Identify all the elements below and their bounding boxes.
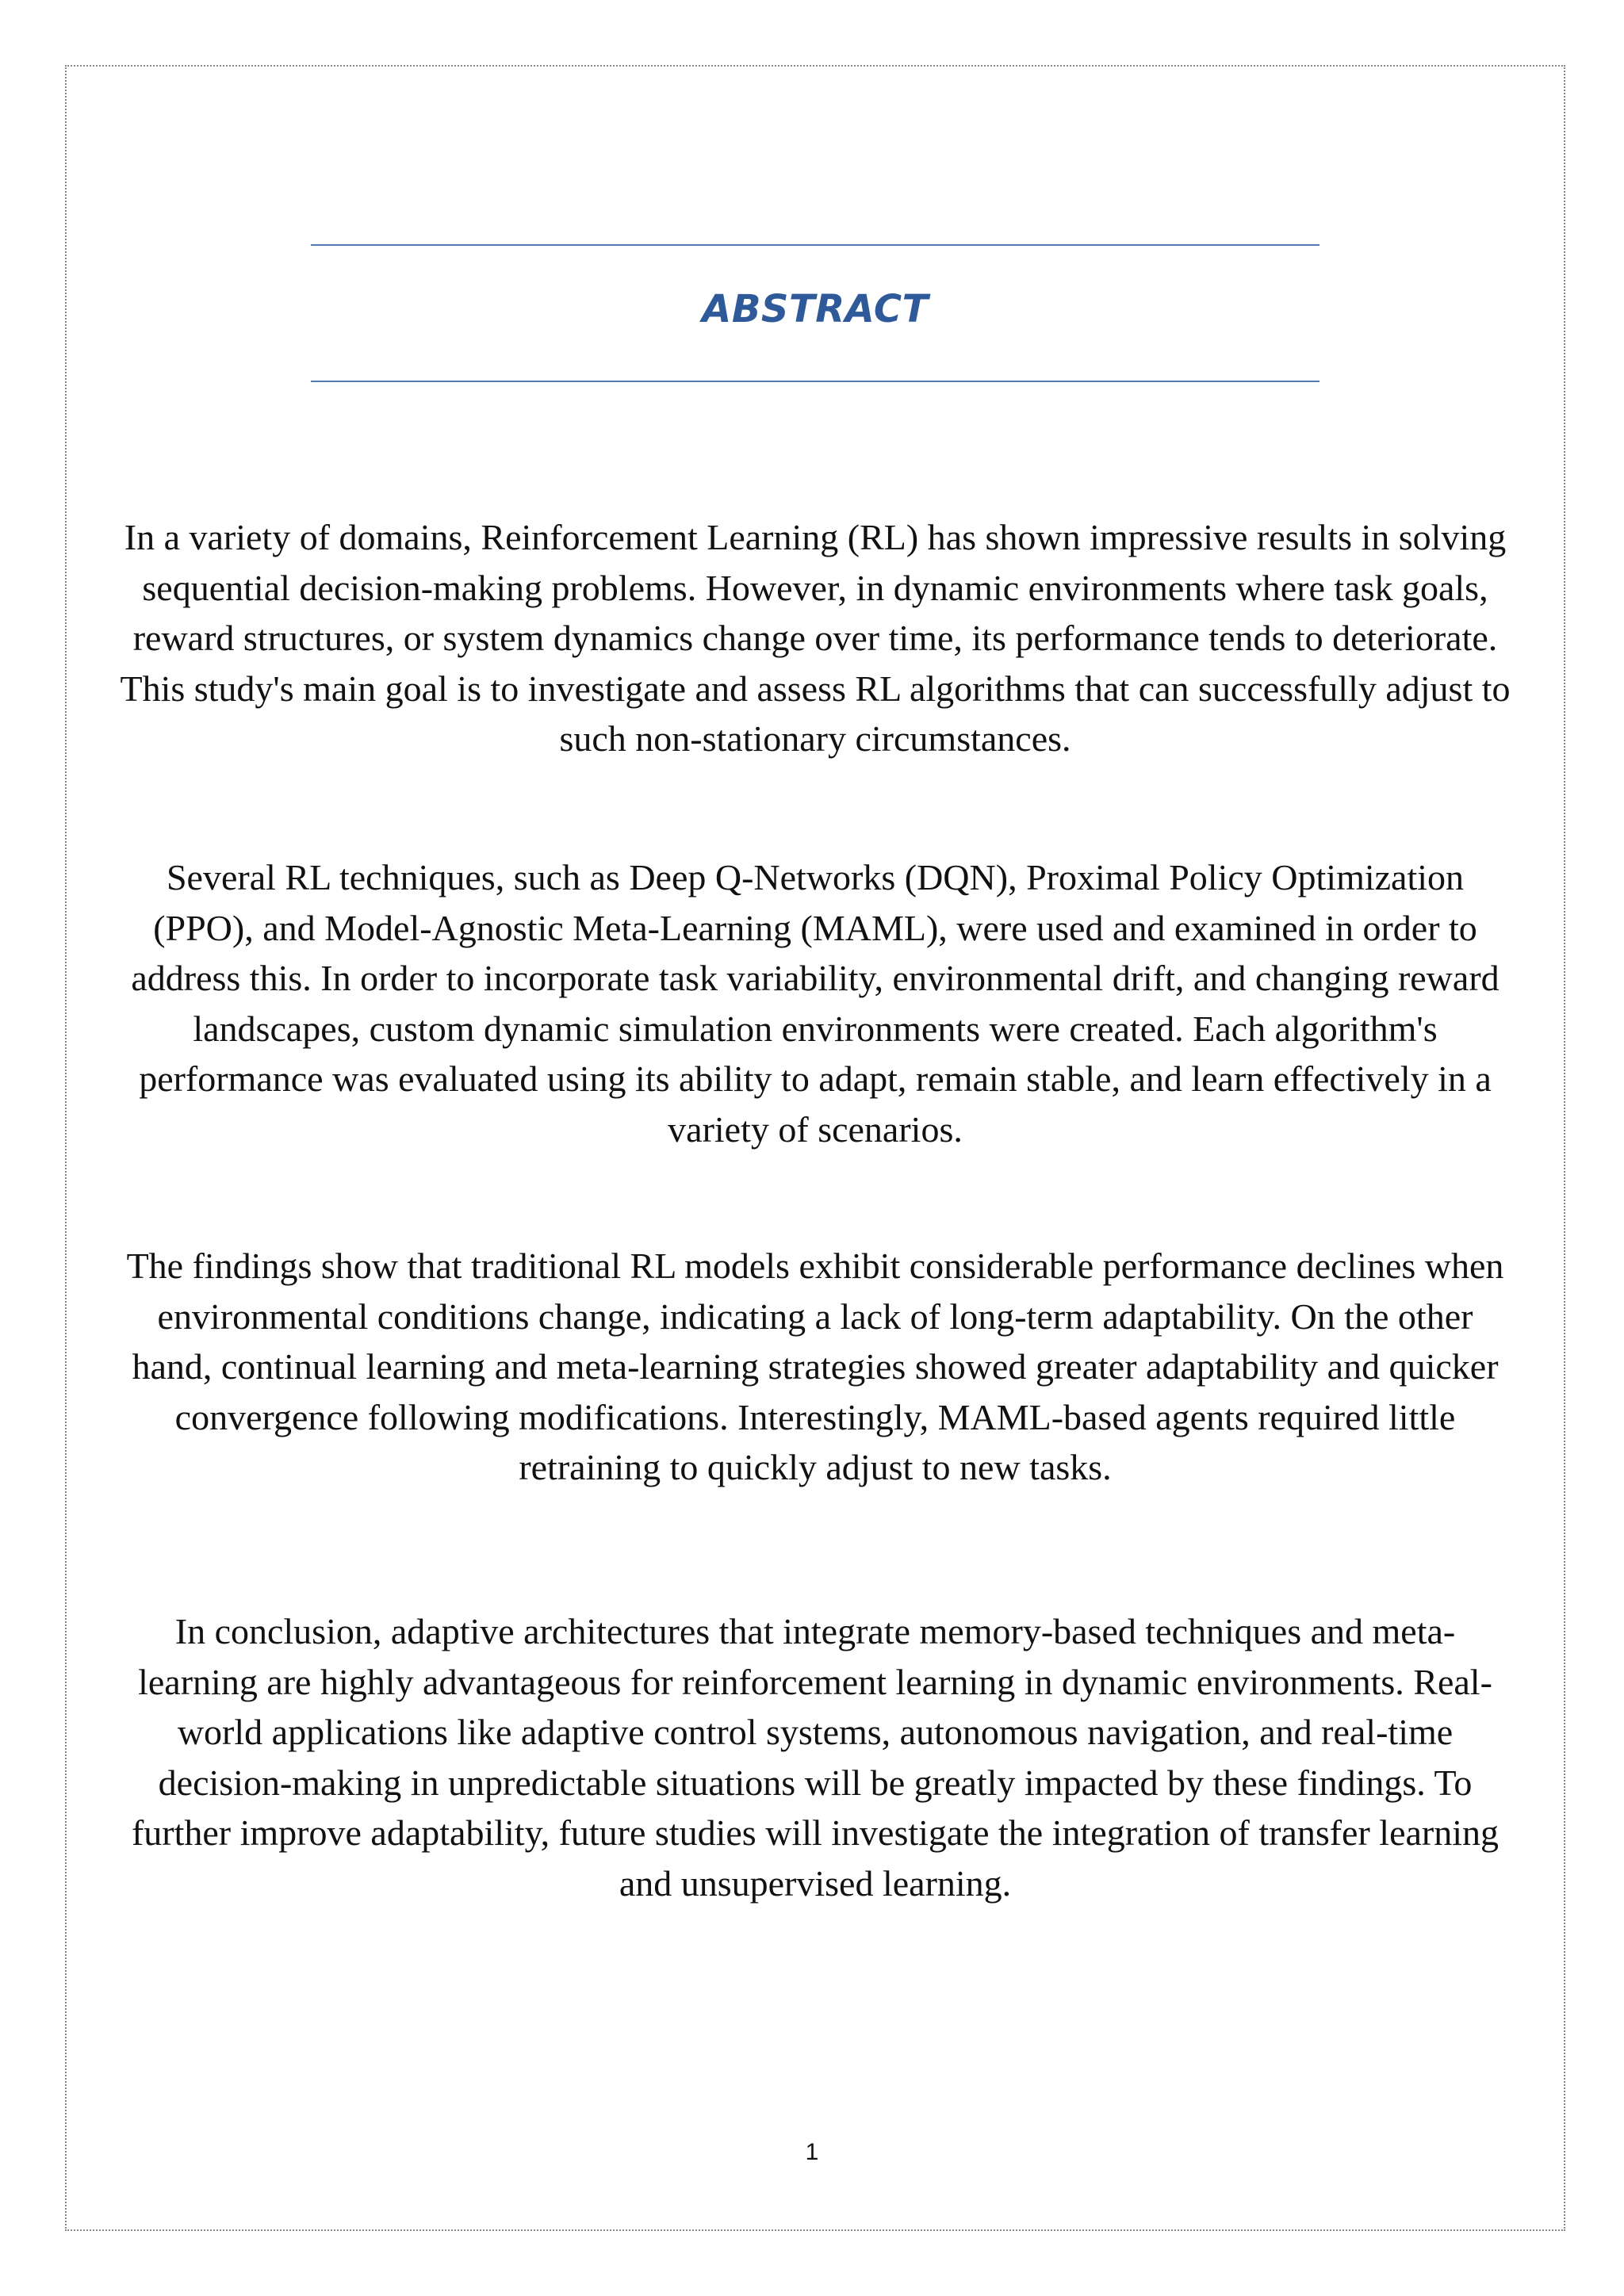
- abstract-paragraph-2: Several RL techniques, such as Deep Q-Networks (DQN), Proximal Policy Optimization (PPO), and Model-Agnostic Meta-Learning (MAML), were used and examined in order to address this. In order to incorporate task variability, environmental drift, and changing reward landscapes, custom dynamic simulation environments were created. Each algorithm's performance was evaluated using its ability to adapt, remain stable, and learn effectively in a variety of scenarios.: [131, 857, 1500, 1150]
- abstract-heading: ABSTRACT: [702, 287, 929, 331]
- abstract-paragraph-3: The findings show that traditional RL models exhibit considerable performance declines when environmental conditions change, indicating a lack of long-term adaptability. On the other hand, continual learning and meta-learning strategies showed greater adaptability and quicker convergence following modifications. Interestingly, MAML-based agents required little retraining to quickly adjust to new tasks.: [126, 1246, 1504, 1488]
- heading-rule-bottom: [311, 381, 1320, 382]
- page-number: 1: [805, 2139, 819, 2165]
- abstract-paragraph-1: In a variety of domains, Reinforcement Learning (RL) has shown impressive results in solving sequential decision-making problems. However, in dynamic environments where task goals, reward structures, or system dynamics change over time, its performance tends to deteriorate. This study's main goal is to investigate and assess RL algorithms that can successfully adjust to such non-stationary circumstances.: [120, 517, 1511, 760]
- heading-rule-top: [311, 244, 1320, 246]
- abstract-paragraph-4: In conclusion, adaptive architectures that integrate memory-based techniques and meta-learning are highly advantageous for reinforcement learning in dynamic environments. Real-world applications like adaptive control systems, autonomous navigation, and real-time decision-making in unpredictable situations will be greatly impacted by these findings. To further improve adaptability, future studies will investigate the integration of transfer learning and unsupervised learning.: [131, 1611, 1500, 1904]
